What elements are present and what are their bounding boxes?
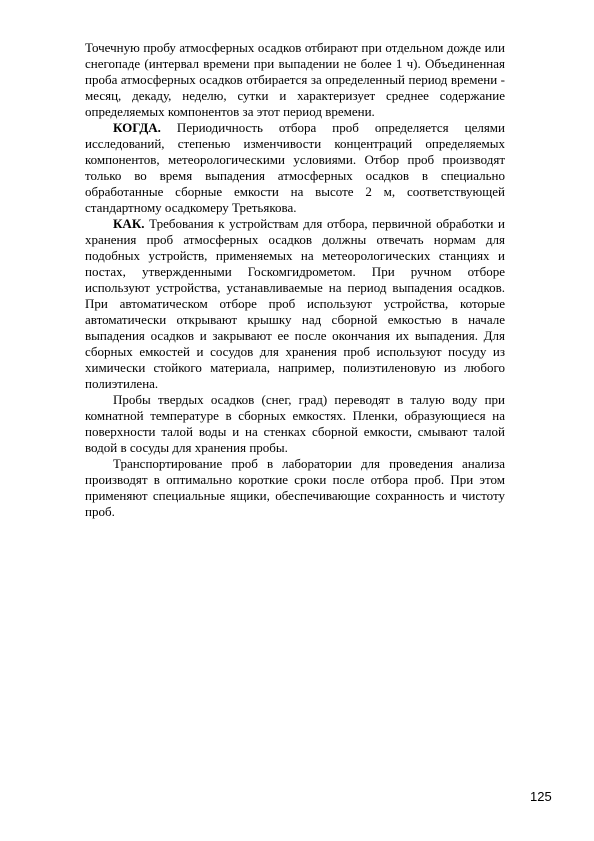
paragraph-how	[85, 216, 505, 392]
paragraph-lead-when: КОГДА.	[113, 120, 161, 135]
paragraph-lead-how: КАК.	[113, 216, 145, 231]
paragraph-transportation	[85, 456, 505, 520]
paragraph-text: Требования к устройствам для отбора, первичной обработки и хранения проб атмосферных осадков должны отвечать нормам для подобных устройств, применяемых на метеорологических станциях и постах, утвержденными Госкомгидрометом. При ручном отборе используют устройства, устанавливаемые на период выпадения осадков. При автоматическом отборе проб используют устройства, которые автоматически открывают крышку над сборной емкостью в начале выпадения осадков и закрывают ее после окончания их выпадения. Для сборных емкостей и сосудов для хранения проб используют посуду из химически стойкого материала, например, полиэтиленовую из любого полиэтилена.	[85, 216, 505, 391]
paragraph-when	[85, 120, 505, 216]
paragraph-text: Периодичность отбора проб определяется целями исследований, степенью изменчивости концентраций определяемых компонентов, метеорологическими условиями. Отбор проб производят только во время выпадения атмосферных осадков в специально обработанные сборные емкости на высоте 2 м, соответствующей стандартному осадкомеру Третьякова.	[85, 120, 505, 215]
paragraph-text: Точечную пробу атмосферных осадков отбирают при отдельном дожде или снегопаде (интервал времени при выпадении не более 1 ч). Объединенная проба атмосферных осадков отбирается за определенный период времени - месяц, декаду, неделю, сутки и характеризует среднее содержание определяемых компонентов за этот период времени.	[85, 40, 505, 119]
page-number: 125	[530, 789, 552, 804]
paragraph-point-sample	[85, 40, 505, 120]
paragraph-text: Пробы твердых осадков (снег, град) переводят в талую воду при комнатной температуре в сборных емкостях. Пленки, образующиеся на поверхности талой воды и на стенках сборной емкости, смывают талой водой в сосуды для хранения пробы.	[85, 392, 505, 455]
paragraph-solid-precipitation	[85, 392, 505, 456]
page-body	[85, 40, 505, 520]
paragraph-text: Транспортирование проб в лаборатории для проведения анализа производят в оптимально короткие сроки после отбора проб. При этом применяют специальные ящики, обеспечивающие сохранность и чистоту проб.	[85, 456, 505, 519]
